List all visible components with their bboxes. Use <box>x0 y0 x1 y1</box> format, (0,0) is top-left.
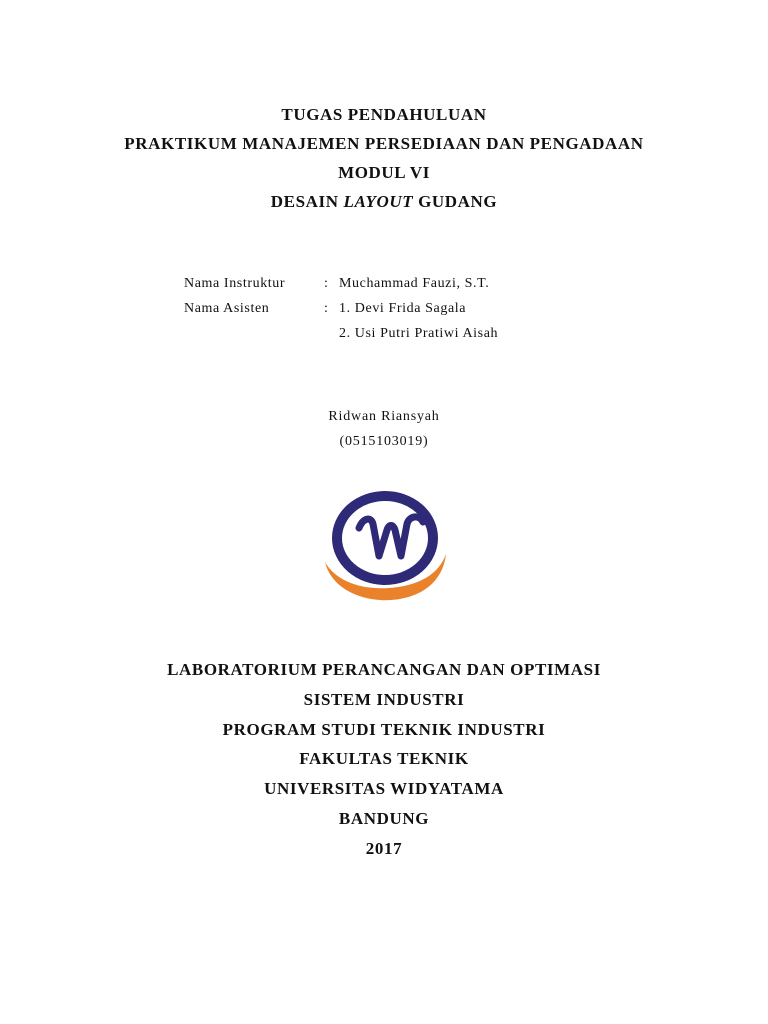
assistant-label: Nama Asisten <box>184 301 270 316</box>
instructor-colon: : <box>324 276 329 291</box>
instructor-label: Nama Instruktur <box>184 276 286 291</box>
title-line-4-suffix: GUDANG <box>418 192 498 211</box>
title-line-1: TUGAS PENDAHULUAN <box>281 105 487 124</box>
title-line-4-prefix: DESAIN <box>270 192 339 211</box>
footer-line-4: FAKULTAS TEKNIK <box>299 749 469 769</box>
assistant-colon: : <box>324 301 329 316</box>
footer-line-7: 2017 <box>365 838 403 858</box>
footer-line-6: BANDUNG <box>338 808 430 828</box>
assistant-name-2: 2. Usi Putri Pratiwi Aisah <box>339 326 499 341</box>
assistant-name-1: 1. Devi Frida Sagala <box>339 301 467 316</box>
student-name: Ridwan Riansyah <box>328 409 440 424</box>
title-line-4-italic: LAYOUT <box>343 192 414 211</box>
footer-line-1: LABORATORIUM PERANCANGAN DAN OPTIMASI <box>167 660 601 679</box>
institution-block <box>0 655 768 864</box>
footer-line-3: PROGRAM STUDI TEKNIK INDUSTRI <box>222 719 546 739</box>
student-block <box>0 404 768 454</box>
title-line-4 <box>0 187 768 216</box>
widyatama-logo-icon <box>321 488 449 604</box>
student-id: (0515103019) <box>339 434 429 449</box>
title-line-2: PRAKTIKUM MANAJEMEN PERSEDIAAN DAN PENGADAAN <box>124 134 644 153</box>
instructor-name: Muchammad Fauzi, S.T. <box>339 276 490 291</box>
title-line-3: MODUL VI <box>338 163 430 182</box>
logo-letter-w <box>359 517 423 556</box>
footer-line-2: SISTEM INDUSTRI <box>303 689 465 709</box>
title-block <box>0 100 768 216</box>
footer-line-5: UNIVERSITAS WIDYATAMA <box>264 779 504 799</box>
